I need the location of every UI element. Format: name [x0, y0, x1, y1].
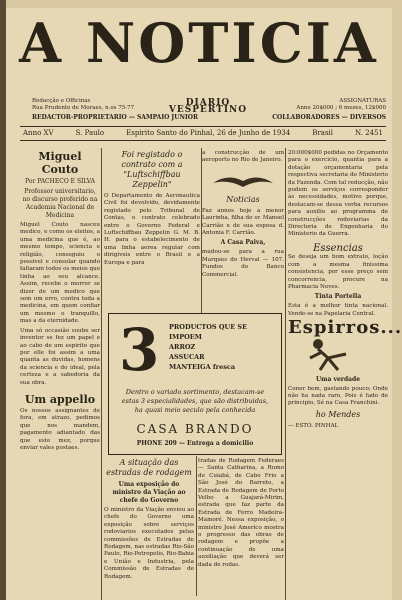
ad-number: 3 [119, 316, 160, 384]
ad-body: Se deseja um bom extrato, loção com a mesma finissima consistencia, por esse preço sem concorrencia, procure na Pharmacia Neves. [288, 254, 388, 290]
article-miguel-couto [20, 150, 100, 600]
ad-brand: CASA BRANDO [136, 422, 254, 436]
subscription-price: Anno 20$000 ; 6 mezes, 12$000 [296, 105, 386, 111]
ad-line: MANTEIGA fresca [169, 363, 236, 371]
ad-heading: Essencias [313, 242, 363, 254]
address-line-2: Rua Prudente de Moraes, n.os 75-77 [32, 105, 135, 111]
ad-line: ARROZ [169, 343, 196, 351]
subscription-block [268, 98, 386, 112]
ad-heading: ho Mendes [315, 409, 361, 419]
bird-ornament-icon [208, 169, 278, 191]
year-label: Anno XV [23, 129, 54, 137]
article-title: A situação das estradas de rodagem [106, 458, 192, 477]
ad-slogan: Dentro o variado sortimento, destacam-se estas 3 especialidades, que são distribuidas, ha quasi meio seculo pela conhecida [121, 388, 269, 414]
article-title: Miguel Couto [38, 150, 82, 176]
date-label: Espirito Santo do Pinhal, 26 de Junho de 1934 [126, 129, 291, 137]
running-figure-icon [298, 336, 378, 372]
article-body: 20:000$000 pedidas no Orçamento para o exercicio, quantia para a dotação orçamentaria pela respectiva secretaria do Ministerio da Fazenda. Com tal reducção, não podem os serviços corresponder às necessidades, motivo porque, destacam-se dessa verba recursos para auxilio ao programma de construcções rodoviarias da Directoria de Engenharia do Ministerio da Guerra. [288, 150, 388, 238]
subscription-label: ASSIGNATURAS [339, 98, 386, 104]
country-label: Brasil [312, 129, 334, 137]
ad-product-list [169, 322, 277, 372]
ad-heading: Uma verdade [315, 375, 361, 383]
ad-body: Coner bem, gastando pouco; Onde não ha nada raro, Pois é fado de principio, Sé na Casa Franchini. [288, 385, 388, 407]
paper-type: DIARIO VESPERTINO [168, 98, 248, 115]
address-line-1: Redacção e Officinas [32, 98, 91, 104]
article-title: Um appello [24, 392, 96, 406]
city-label: S. Paulo [75, 129, 105, 137]
owners-line: REDACTOR-PROPRIETARIO — SAMPAIO JUNIOR [32, 114, 199, 121]
right-column [288, 150, 402, 600]
column-rule [285, 148, 286, 600]
article-body: O Departamento de Aeronautica Civil foi devolvido, devidamente registado pelo Tribunal de Contas, o contrato celebrado entre o Governo Federal e Luftschiffbau Zeppelin G. M. B. H. para o estabelecimento de uma linha aerea regular com dirigiveis entre o Brasil e a Europa e para [104, 193, 200, 266]
article-body: tradas de Rodagem Federaes — Santa Catharina, a Rumo de Cuiabá, de Cabo Frio a São José do Barreto, a Estrada de Rodagem de Porto Velho a Guajará-Mirim, estrada que faz parte da Estrada de Ferro Madeira-Mamoré. Nessa exposição, o ministro José Americo mostra o progresso das obras de rodagem e propõe a continuação de uma auxiliação que deverá ser dada de rodas. [198, 458, 284, 568]
article-body: Miguel Couto nasceu medico, e como os eleitos, a uma medicina que é, ao mesmo tempo, sciencia e religião, conseguiu o possivel e consolar quando faltaram todos os meios que tinha ao seu alcance. Assim, recebe o morrer se dizer de um medico que sem um erro, contra toda a medicina, em quem confiar um mesmo o tranquillo, mas a da eternidade. [20, 222, 101, 325]
article-roads [104, 458, 194, 600]
column-rule [101, 148, 102, 600]
ad-heading: Espirros... [288, 317, 402, 339]
article-subtitle: Uma exposição do ministro da Viação ao chefe do Governo [112, 481, 186, 504]
collaborators-line: COLLABORADORES — DIVERSOS [272, 114, 386, 121]
article-title: Foi registado o contrato com a "Luftschiffbau Zeppelin" [121, 150, 183, 189]
article-zeppelin [104, 150, 200, 310]
article-body: Os nossos assignantes de fora, em atrazo, pedimos que nos mandem, pagamento adiantado das que este mez, porque enviar vales postaes. [20, 407, 100, 451]
article-byline: Por PACHECO E SILVA [25, 178, 95, 185]
notice-body: Faz annos hoje a menor Laurinha, filha do sr. Manoel Carrião e de sua esposa d. Antonia F. Carrião. [202, 207, 284, 237]
casa-brando-ad [108, 313, 282, 455]
notice-heading: A Casa Paiva, [220, 239, 266, 247]
newspaper-page [6, 8, 402, 600]
article-body: Uma só occasião soube ser inventor se fez um papel e ao cabo de um espirito que por elle foi assim a uma quanta as duvidas, homens da sciencia e do ideal, pela certeza e a sabedoria da sua obra. [20, 327, 100, 386]
footer-text: — ESTO. PINHAL [288, 422, 339, 429]
address-block [32, 98, 142, 112]
masthead-title: A NOTICIA [19, 11, 379, 75]
article-roads-cont [198, 458, 284, 600]
ad-body: Esta é a melhor tinta nacional. Vende-se na Papelaria Central. [288, 303, 388, 317]
column-rule [196, 456, 197, 596]
issue-number: N. 2451 [355, 129, 383, 137]
article-body: a construcção de um aeroporto no Rio de Janeiro. [202, 150, 284, 164]
article-body: O ministro da Viação enviou ao chefe do Governo uma exposição sobre serviços rodoviarios executados pelas commissões de Estradas de Rodagem, nas estradas Rio-São Paulo, Rio-Petropolis, Rio-Bahia e União e Industria, pela Commissão de Estradas de Rodagem. [104, 507, 194, 580]
ad-heading: Tinta Portella [314, 293, 362, 301]
notices-column [202, 150, 284, 310]
notices-heading: Noticias [226, 194, 260, 204]
article-intro: Professor universitario, no discurso proferido na Academia Nacional de Medicina [22, 188, 98, 219]
notice-body: mudou-se para a rua Marques do Herval — 107. Fundos do Banco Commercial. [202, 249, 284, 278]
dateline-bar [20, 126, 386, 141]
ad-line: ASSUCAR [169, 353, 205, 361]
ad-phone: PHONE 209 — Entrega a domicilio [136, 440, 254, 447]
ad-line: PRODUCTOS QUE SE IMPOEM [169, 323, 248, 341]
